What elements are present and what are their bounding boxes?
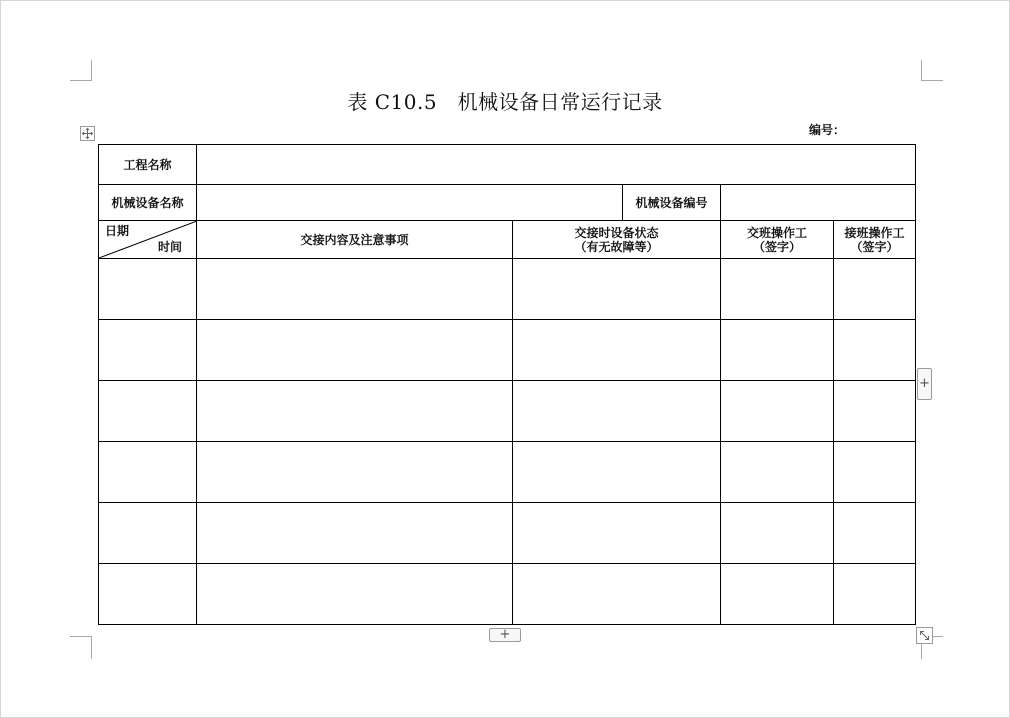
outgoing-operator-cell[interactable] [721, 259, 834, 320]
date-time-cell[interactable] [99, 442, 197, 503]
outgoing-operator-cell[interactable] [721, 564, 834, 625]
serial-number-label: 编号： [809, 123, 846, 137]
equipment-status-cell[interactable] [513, 259, 721, 320]
log-row [99, 442, 916, 503]
outgoing-operator-cell[interactable] [721, 503, 834, 564]
equipment-status-cell[interactable] [513, 320, 721, 381]
equipment-row [99, 185, 916, 221]
log-row [99, 381, 916, 442]
log-row [99, 503, 916, 564]
date-label: 日期 [105, 224, 130, 238]
header-line: 交接内容及注意事项 [300, 232, 409, 247]
date-time-header [99, 221, 197, 259]
project-name-row [99, 145, 916, 185]
handover-content-header [197, 221, 513, 259]
log-row [99, 564, 916, 625]
log-row [99, 259, 916, 320]
date-time-cell[interactable] [99, 259, 197, 320]
add-column-button[interactable] [917, 368, 932, 400]
move-arrows-icon [81, 127, 94, 140]
equipment-status-header [513, 221, 721, 259]
incoming-operator-cell[interactable] [834, 503, 916, 564]
outgoing-operator-cell[interactable] [721, 320, 834, 381]
date-time-cell[interactable] [99, 320, 197, 381]
incoming-operator-header [834, 221, 916, 259]
equipment-log-table [98, 144, 916, 625]
date-time-cell[interactable] [99, 381, 197, 442]
handover-content-cell[interactable] [197, 320, 513, 381]
document-title: 表 C10.5 机械设备日常运行记录 [347, 90, 663, 114]
plus-icon: + [499, 627, 511, 642]
crop-mark-top-left [70, 60, 92, 81]
project-name-label: 工程名称 [99, 145, 197, 185]
header-line: （签字） [752, 239, 801, 254]
header-line: 交接时设备状态 [574, 225, 659, 240]
handover-content-cell[interactable] [197, 381, 513, 442]
handover-content-cell[interactable] [197, 503, 513, 564]
equipment-number-field[interactable] [721, 185, 916, 221]
equipment-status-cell[interactable] [513, 503, 721, 564]
incoming-operator-cell[interactable] [834, 320, 916, 381]
handover-content-cell[interactable] [197, 259, 513, 320]
header-line: 交班操作工 [746, 225, 807, 240]
header-line: （签字） [850, 239, 899, 254]
equipment-status-cell[interactable] [513, 381, 721, 442]
add-row-button[interactable] [489, 628, 521, 642]
outgoing-operator-cell[interactable] [721, 381, 834, 442]
date-time-cell[interactable] [99, 503, 197, 564]
project-name-field[interactable] [197, 145, 916, 185]
handover-content-cell[interactable] [197, 442, 513, 503]
header-line: （有无故障等） [574, 239, 659, 254]
resize-diagonal-icon [917, 628, 932, 643]
outgoing-operator-header [721, 221, 834, 259]
time-label: 时间 [157, 240, 182, 254]
crop-mark-bottom-left [70, 636, 92, 659]
log-row [99, 320, 916, 381]
date-time-cell[interactable] [99, 564, 197, 625]
equipment-name-field[interactable] [197, 185, 623, 221]
incoming-operator-cell[interactable] [834, 259, 916, 320]
crop-mark-top-right [921, 60, 943, 81]
incoming-operator-cell[interactable] [834, 442, 916, 503]
header-line: 接班操作工 [844, 225, 905, 240]
table-resize-handle[interactable] [916, 627, 933, 644]
incoming-operator-cell[interactable] [834, 564, 916, 625]
equipment-number-label: 机械设备编号 [623, 185, 721, 221]
table-move-handle[interactable] [80, 126, 95, 141]
incoming-operator-cell[interactable] [834, 381, 916, 442]
equipment-status-cell[interactable] [513, 442, 721, 503]
equipment-status-cell[interactable] [513, 564, 721, 625]
equipment-name-label: 机械设备名称 [99, 185, 197, 221]
outgoing-operator-cell[interactable] [721, 442, 834, 503]
log-header-row [99, 221, 916, 259]
plus-icon: + [919, 376, 930, 391]
handover-content-cell[interactable] [197, 564, 513, 625]
